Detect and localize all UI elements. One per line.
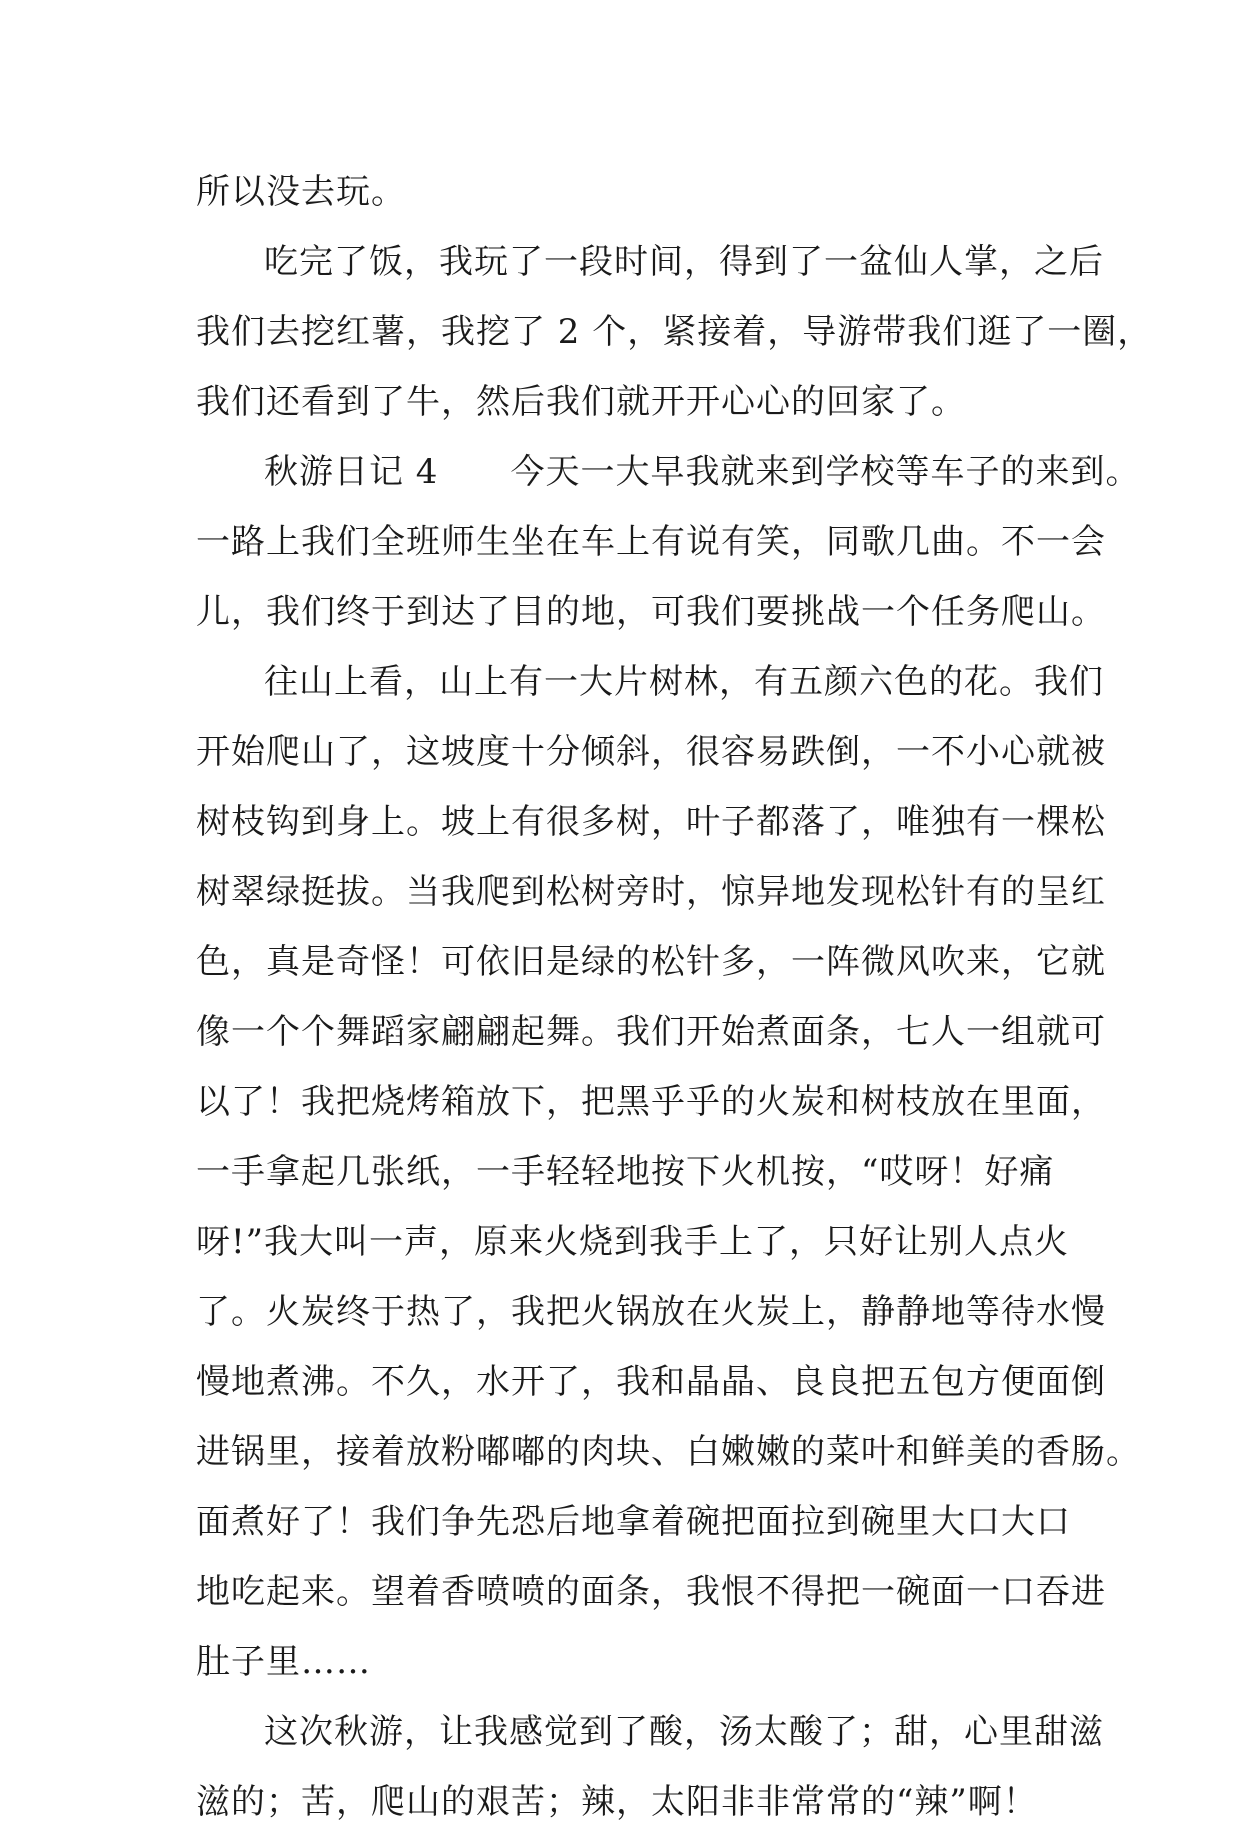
text-line: 了。火炭终于热了，我把火锅放在火炭上，静静地等待水慢: [196, 1292, 1106, 1332]
document-body: [196, 157, 1153, 1837]
paragraph-first-line: 往山上看，山上有一大片树林，有五颜六色的花。我们: [264, 662, 1104, 702]
text-line: 进锅里，接着放粉嘟嘟的肉块、白嫩嫩的菜叶和鲜美的香肠。: [196, 1432, 1141, 1472]
paragraph-first-line: 这次秋游，让我感觉到了酸，汤太酸了；甜，心里甜滋: [264, 1712, 1104, 1752]
text-line: 像一个个舞蹈家翩翩起舞。我们开始煮面条，七人一组就可: [196, 1012, 1106, 1052]
text-line: 我们还看到了牛，然后我们就开开心心的回家了。: [196, 382, 966, 422]
text-line: 面煮好了！我们争先恐后地拿着碗把面拉到碗里大口大口: [196, 1502, 1071, 1542]
text-line: 以了！我把烧烤箱放下，把黑乎乎的火炭和树枝放在里面，: [196, 1082, 1106, 1122]
text-line: 开始爬山了，这坡度十分倾斜，很容易跌倒，一不小心就被: [196, 732, 1106, 772]
text-line: 所以没去玩。: [196, 172, 406, 212]
text-line: 色，真是奇怪！可依旧是绿的松针多，一阵微风吹来，它就: [196, 942, 1106, 982]
text-line: 树翠绿挺拔。当我爬到松树旁时，惊异地发现松针有的呈红: [196, 872, 1106, 912]
section-opening-text: 今天一大早我就来到学校等车子的来到。: [510, 452, 1141, 492]
text-line: 慢地煮沸。不久，水开了，我和晶晶、良良把五包方便面倒: [196, 1362, 1106, 1402]
text-line: 呀!”我大叫一声，原来火烧到我手上了，只好让别人点火: [196, 1222, 1070, 1262]
text-line: 树枝钩到身上。坡上有很多树，叶子都落了，唯独有一棵松: [196, 802, 1106, 842]
text-line: 地吃起来。望着香喷喷的面条，我恨不得把一碗面一口吞进: [196, 1572, 1106, 1612]
text-line: 一路上我们全班师生坐在车上有说有笑，同歌几曲。不一会: [196, 522, 1106, 562]
text-line: 儿，我们终于到达了目的地，可我们要挑战一个任务爬山。: [196, 592, 1106, 632]
section-heading-line: [196, 437, 1141, 507]
text-line: 我们去挖红薯，我挖了 2 个，紧接着，导游带我们逛了一圈，: [196, 312, 1153, 352]
section-title: 秋游日记 4: [264, 452, 439, 492]
text-line: 一手拿起几张纸，一手轻轻地按下火机按，“哎呀！好痛: [196, 1152, 1055, 1192]
paragraph-first-line: 吃完了饭，我玩了一段时间，得到了一盆仙人掌，之后: [264, 242, 1104, 282]
text-line: 肚子里……: [196, 1642, 371, 1682]
text-line: 滋的；苦，爬山的艰苦；辣，太阳非非常常的“辣”啊！: [196, 1782, 1038, 1822]
